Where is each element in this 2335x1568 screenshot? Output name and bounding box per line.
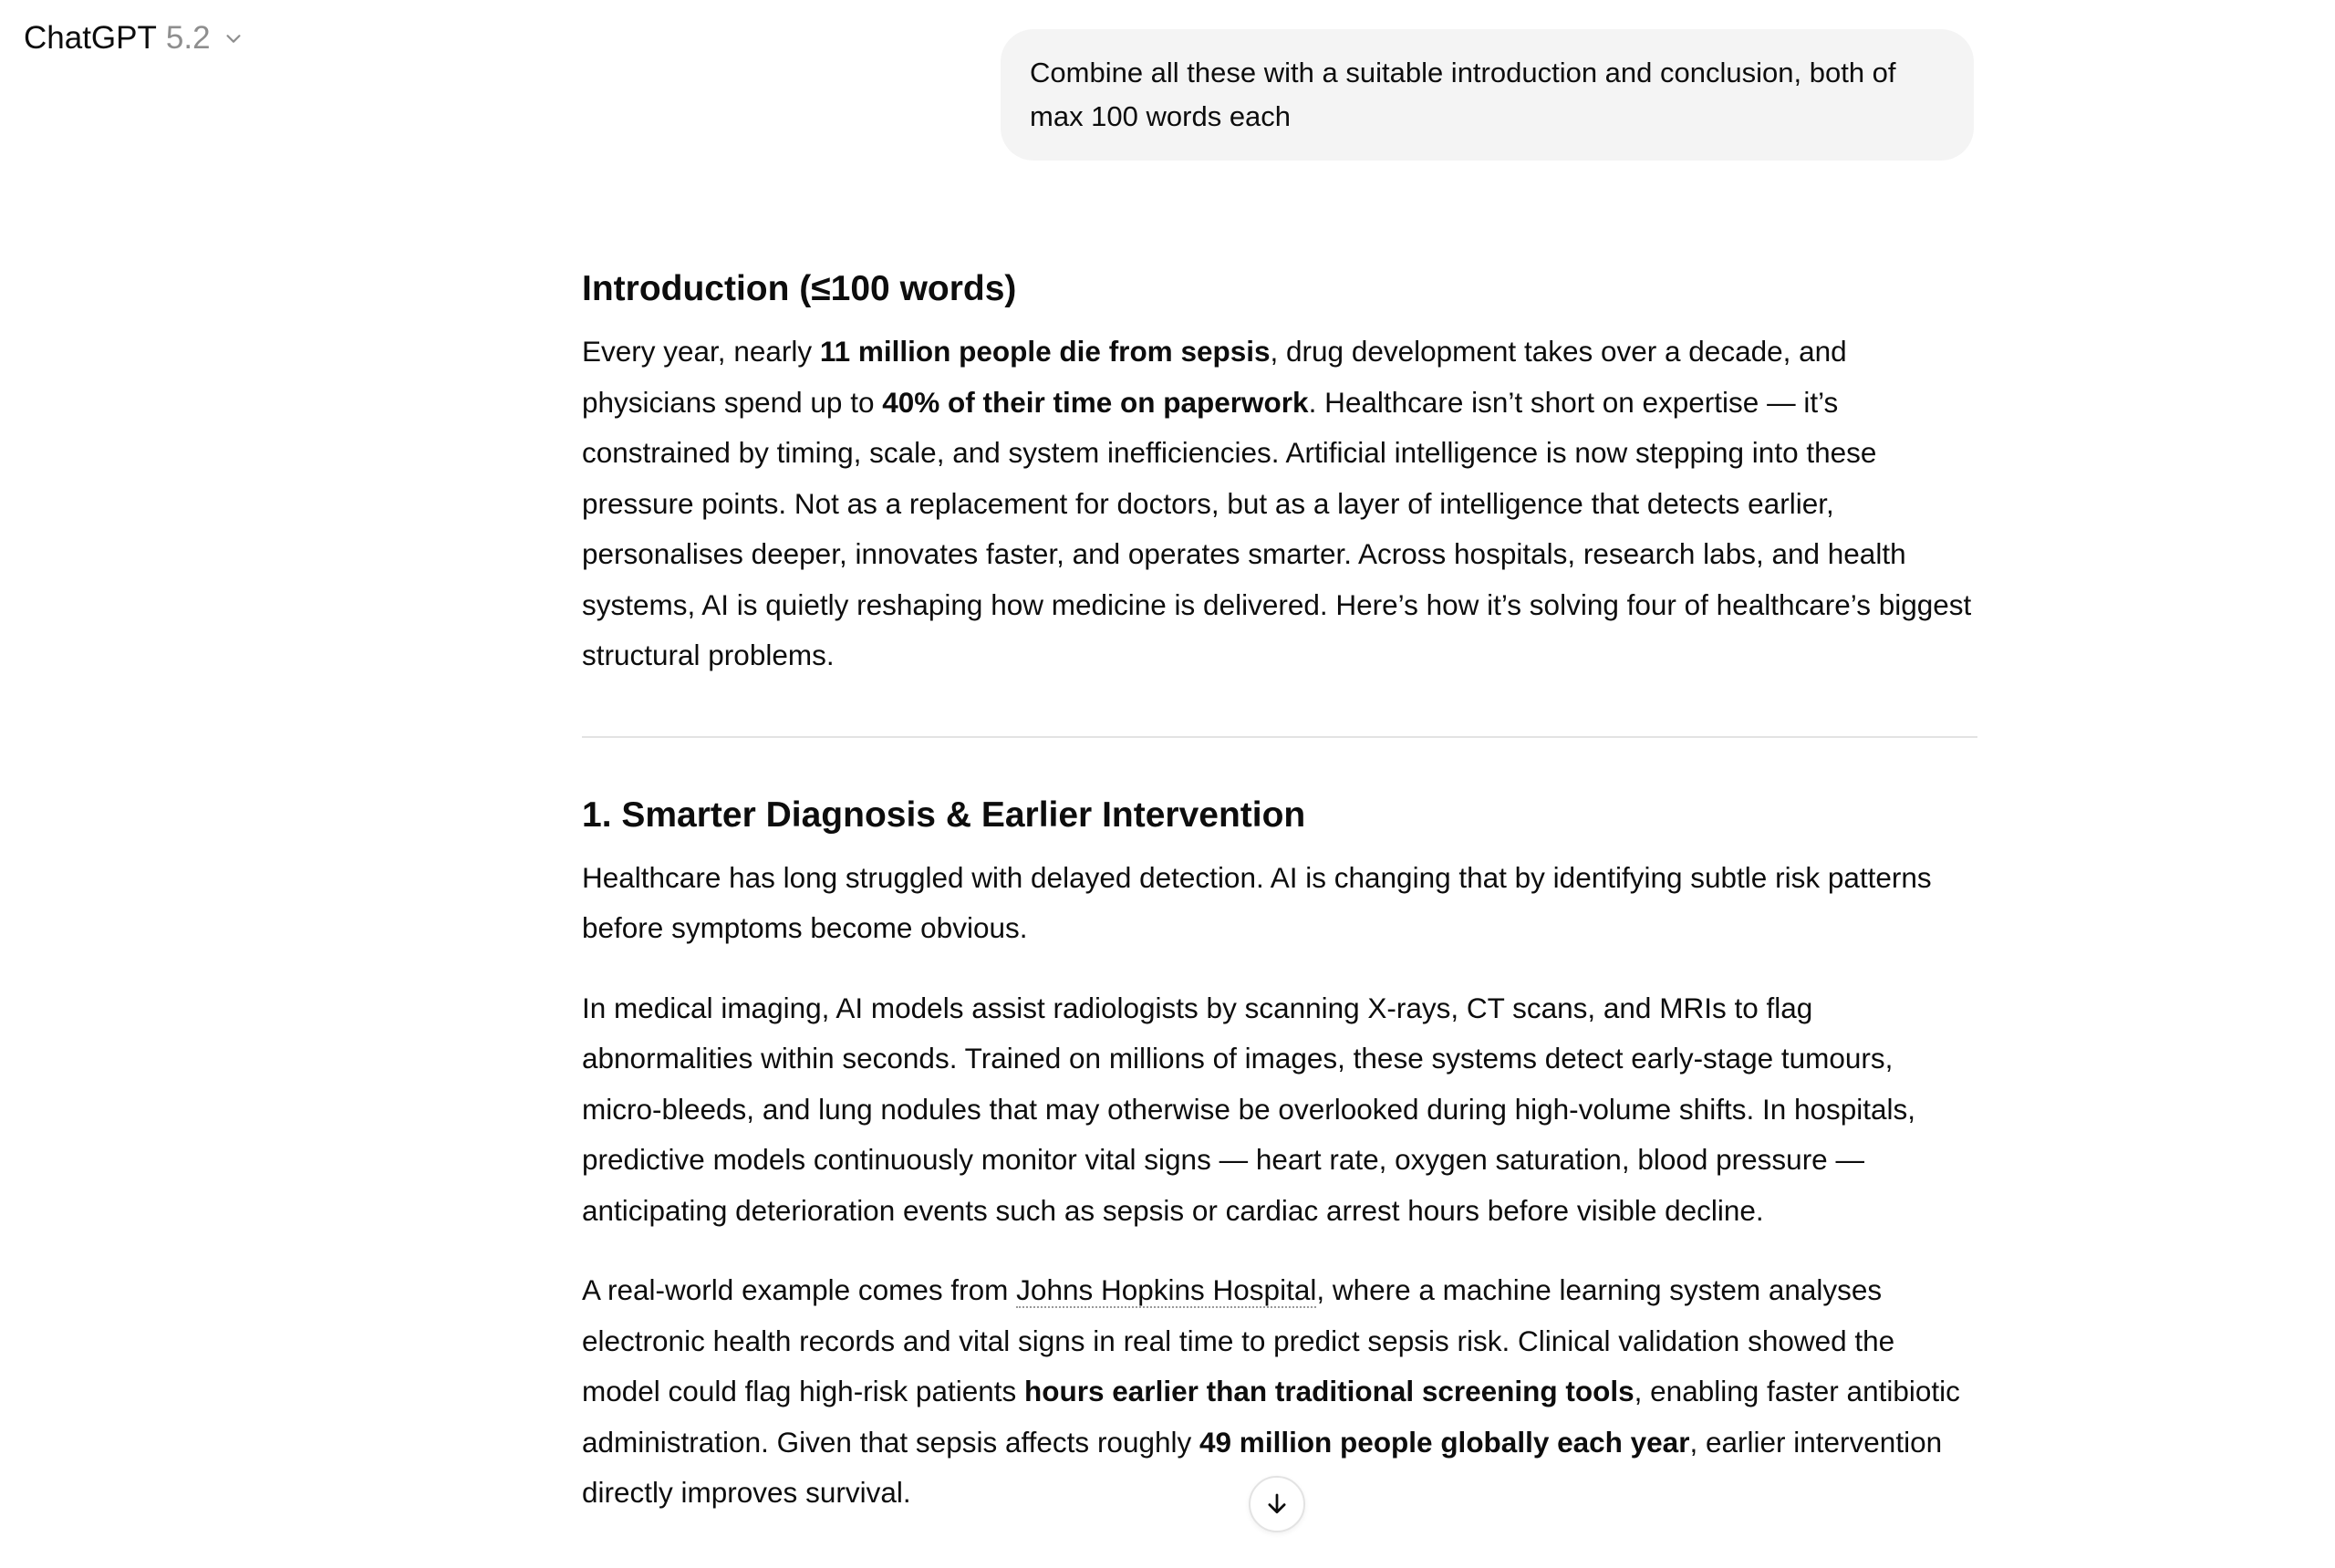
intro-bold-sepsis: 11 million people die from sepsis bbox=[819, 335, 1271, 368]
bold-hours-earlier: hours earlier than traditional screening tools bbox=[1024, 1375, 1634, 1407]
model-name: ChatGPT bbox=[24, 20, 157, 56]
johns-hopkins-link[interactable]: Johns Hopkins Hospital bbox=[1016, 1273, 1317, 1306]
scroll-to-bottom-button[interactable] bbox=[1249, 1476, 1305, 1532]
intro-text: , drug development takes over a decade, and physicians spend up to bbox=[582, 335, 1847, 419]
arrow-down-icon bbox=[1263, 1490, 1291, 1518]
section-1-heading: 1. Smarter Diagnosis & Earlier Intervention bbox=[582, 794, 1306, 835]
paragraph-text: , earlier intervention directly improves survival. bbox=[582, 1425, 1943, 1509]
intro-bold-paperwork: 40% of their time on paperwork bbox=[882, 385, 1309, 419]
user-message-bubble bbox=[1001, 29, 1974, 161]
chevron-down-icon bbox=[223, 28, 244, 48]
section-divider bbox=[582, 736, 1977, 738]
section-1-paragraph-1: Healthcare has long struggled with delayed detection. AI is changing that by identifying subtle risk patterns before symptoms become obvious. bbox=[582, 860, 1932, 944]
assistant-message bbox=[582, 265, 1977, 1519]
paragraph-text: A real-world example comes from bbox=[582, 1273, 1017, 1306]
intro-text: . Healthcare isn’t short on expertise — it’s constrained by timing, scale, and system inefficiencies. Artificial intelligence is now stepping into these pressure points. Not as a replacement for doctors, but as a layer of intelligence that detects earlier, personalises deeper, innovates faster, and operates smarter. Across hospitals, research labs, and health systems, AI is quietly reshaping how medicine is delivered. Here’s how it’s solving four of healthcare’s biggest structural problems. bbox=[582, 385, 1972, 671]
paragraph-text: , enabling faster antibiotic administration. Given that sepsis affects roughly bbox=[582, 1375, 1960, 1459]
paragraph-text: , where a machine learning system analyses electronic health records and vital signs in real time to predict sepsis risk. Clinical validation showed the model could flag high-risk patients bbox=[582, 1273, 1895, 1407]
user-message-text: Combine all these with a suitable introduction and conclusion, both of max 100 words each bbox=[1030, 57, 1896, 132]
section-1-paragraph-2: In medical imaging, AI models assist radiologists by scanning X-rays, CT scans, and MRIs to flag abnormalities within seconds. Trained on millions of images, these systems detect early-stage tumours, micro-bleeds, and lung nodules that may otherwise be overlooked during high-volume shifts. In hospitals, predictive models continuously monitor vital signs — heart rate, oxygen saturation, blood pressure — anticipating deterioration events such as sepsis or cardiac arrest hours before visible decline. bbox=[582, 991, 1916, 1227]
model-version: 5.2 bbox=[165, 20, 211, 56]
intro-text: Every year, nearly bbox=[582, 335, 820, 368]
bold-49-million: 49 million people globally each year bbox=[1199, 1425, 1690, 1459]
intro-heading: Introduction (≤100 words) bbox=[582, 269, 1017, 308]
model-switcher[interactable] bbox=[24, 16, 244, 60]
intro-paragraph bbox=[582, 327, 1977, 681]
